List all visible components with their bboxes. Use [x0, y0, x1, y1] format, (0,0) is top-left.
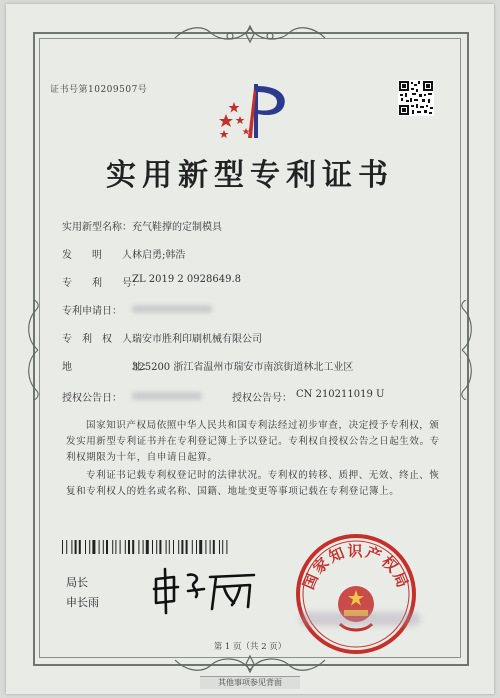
signatory-name: 申长雨: [66, 596, 99, 609]
field-value-utility-model-name: 充气鞋撑的定制模具: [132, 222, 222, 233]
signatory-title: 局长: [66, 576, 88, 589]
right-ornament: [458, 300, 476, 400]
grant-statement-paragraph: 国家知识产权局依照中华人民共和国专利法经过初步审查，决定授予专利权，颁发实用新型专利证书并在专利登记簿上予以登记。专利权自授权公告之日起生效。专利权期限为十年，自申请日起算。: [66, 420, 440, 463]
top-ornament: [170, 24, 330, 48]
field-label-utility-model-name: 实用新型名称：: [62, 222, 132, 233]
qr-code-icon: [398, 80, 434, 116]
cnipa-logo-icon: [218, 82, 292, 140]
field-value-publication-number: CN 210211019 U: [296, 389, 385, 400]
field-label-patent-number: 专 利 号：: [62, 278, 142, 289]
page-number: 第 1 页（共 2 页）: [213, 642, 287, 652]
signature-image: [150, 565, 260, 615]
barcode-icon: [62, 540, 232, 554]
field-value-inventor: 林启勇;韩浩: [132, 250, 186, 261]
official-seal-icon: [294, 532, 418, 656]
field-label-publication-number: 授权公告号：: [232, 393, 292, 404]
field-label-address: 地 址：: [62, 362, 152, 373]
field-value-patent-number: ZL 2019 2 0928649.8: [132, 274, 242, 285]
footer-note: 其他事项参见背面: [200, 676, 300, 689]
seal-text: 国家知识产权局: [299, 542, 413, 592]
certificate-title: 实用新型专利证书: [106, 158, 394, 193]
left-ornament: [24, 300, 42, 400]
redacted-issue-date: [300, 612, 420, 626]
legal-status-paragraph: 专利证书记载专利权登记时的法律状况。专利权的转移、质押、无效、终止、恢复和专利权人的姓名或名称、国籍、地址变更等事项记载在专利登记簿上。: [66, 470, 440, 497]
redacted-application-date: [132, 305, 212, 313]
field-label-grant-date: 授权公告日：: [62, 393, 122, 404]
field-label-patentee: 专 利 权 人：: [62, 334, 142, 345]
field-value-address: 325200 浙江省温州市瑞安市南滨街道林北工业区: [132, 362, 354, 373]
redacted-grant-date: [132, 392, 202, 400]
certificate-number: 证书号第10209507号: [50, 85, 148, 95]
field-label-application-date: 专利申请日：: [62, 306, 122, 317]
field-label-inventor: 发 明 人：: [62, 250, 142, 261]
field-value-patentee: 瑞安市胜利印刷机械有限公司: [132, 334, 262, 345]
